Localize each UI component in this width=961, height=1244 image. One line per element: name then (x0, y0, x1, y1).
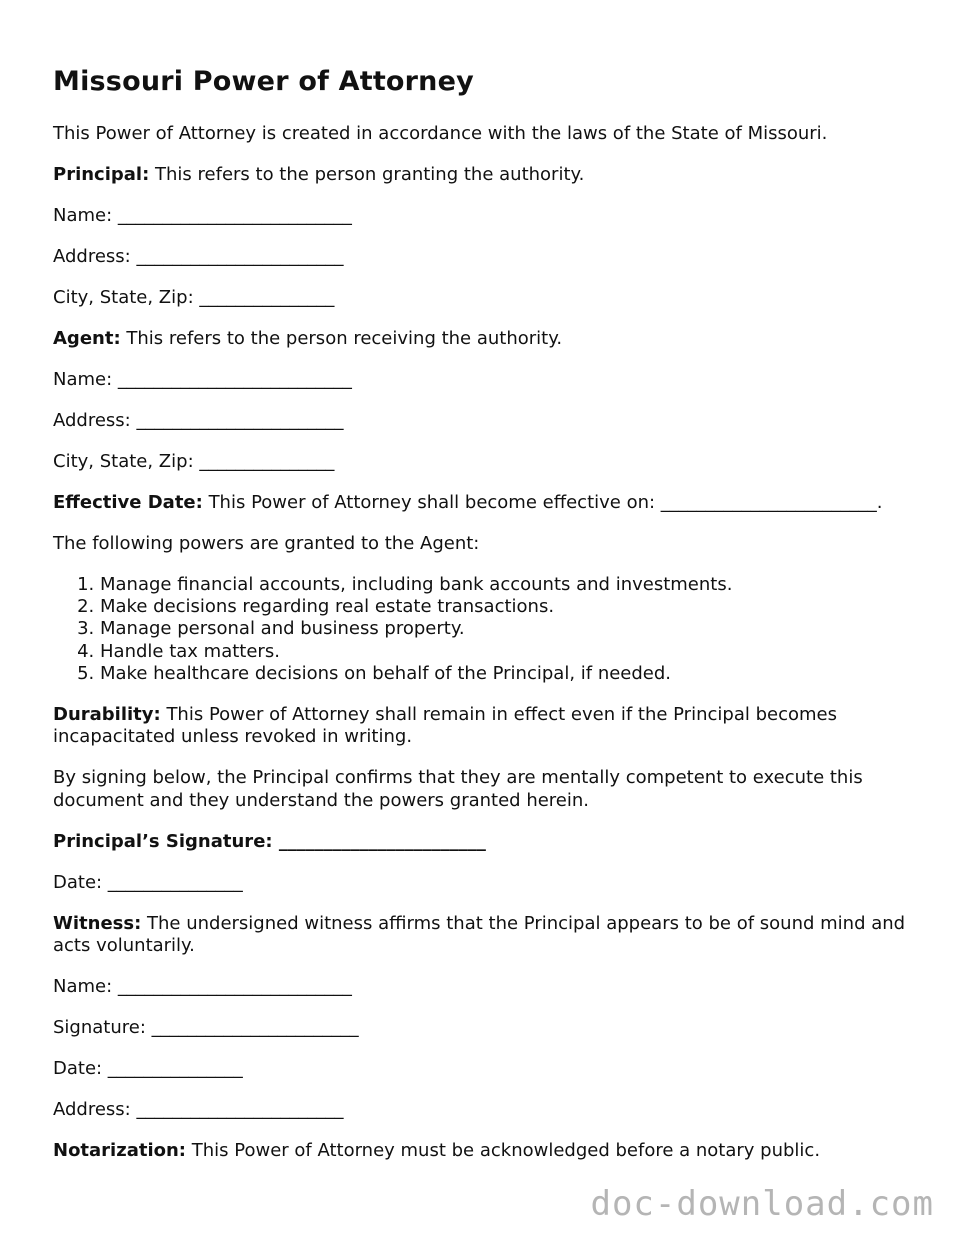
principal-name-field: Name: __________________________ (53, 205, 352, 226)
principal-address-field: Address: _______________________ (53, 246, 344, 267)
agent-address-field: Address: _______________________ (53, 410, 344, 431)
document-title: Missouri Power of Attorney (53, 66, 474, 97)
witness-address-field: Address: _______________________ (53, 1099, 344, 1121)
durability-label: Durability: (53, 703, 161, 725)
principal-desc: This refers to the person granting the authority. (149, 164, 585, 185)
agent-label: Agent: (53, 328, 121, 349)
principal-city-field: City, State, Zip: _______________ (53, 287, 335, 308)
witness-section (53, 913, 913, 958)
principal-signature-field (53, 831, 913, 854)
agent-name-field: Name: __________________________ (53, 369, 352, 390)
power-item: 1. Manage financial accounts, including bank accounts and investments. (100, 574, 913, 596)
effective-date-section (53, 492, 913, 515)
power-item: 5. Make healthcare decisions on behalf of the Principal, if needed. (100, 663, 913, 685)
principal-signature-label: Principal’s Signature: _______________________ (53, 830, 486, 852)
agent-city-field: City, State, Zip: _______________ (53, 451, 335, 472)
witness-name-field: Name: __________________________ (53, 976, 352, 998)
notarization-label: Notarization: (53, 1140, 187, 1162)
durability-desc: This Power of Attorney shall remain in effect even if the Principal becomes incapacitated unless revoked in writing. (53, 703, 837, 748)
powers-intro: The following powers are granted to the Agent: (53, 533, 480, 554)
witness-date-field: Date: _______________ (53, 1058, 243, 1080)
power-item: 2. Make decisions regarding real estate transactions. (100, 596, 913, 618)
power-item: 4. Handle tax matters. (100, 641, 913, 663)
intro-text: This Power of Attorney is created in accordance with the laws of the State of Missouri. (53, 123, 828, 144)
effective-date-label: Effective Date: (53, 492, 203, 513)
confirmation-text: By signing below, the Principal confirms that they are mentally competent to execute this document and they understand the powers granted herein. (53, 767, 863, 811)
effective-date-desc: This Power of Attorney shall become effective on: ________________________. (202, 492, 883, 513)
powers-list (53, 574, 913, 685)
power-item: 3. Manage personal and business property. (100, 618, 913, 640)
principal-section (53, 164, 913, 187)
watermark: doc-download.com (590, 1184, 934, 1224)
durability-section (53, 704, 913, 749)
agent-section (53, 328, 913, 351)
witness-signature-field: Signature: _______________________ (53, 1017, 359, 1039)
notarization-desc: This Power of Attorney must be acknowledged before a notary public. (186, 1140, 821, 1162)
document-page (53, 62, 913, 1181)
witness-label: Witness: (53, 912, 142, 934)
notarization-section (53, 1140, 913, 1163)
agent-desc: This refers to the person receiving the authority. (120, 328, 563, 349)
principal-label: Principal: (53, 164, 150, 185)
principal-date-field: Date: _______________ (53, 871, 243, 893)
witness-desc: The undersigned witness affirms that the Principal appears to be of sound mind and acts voluntarily. (53, 912, 906, 957)
